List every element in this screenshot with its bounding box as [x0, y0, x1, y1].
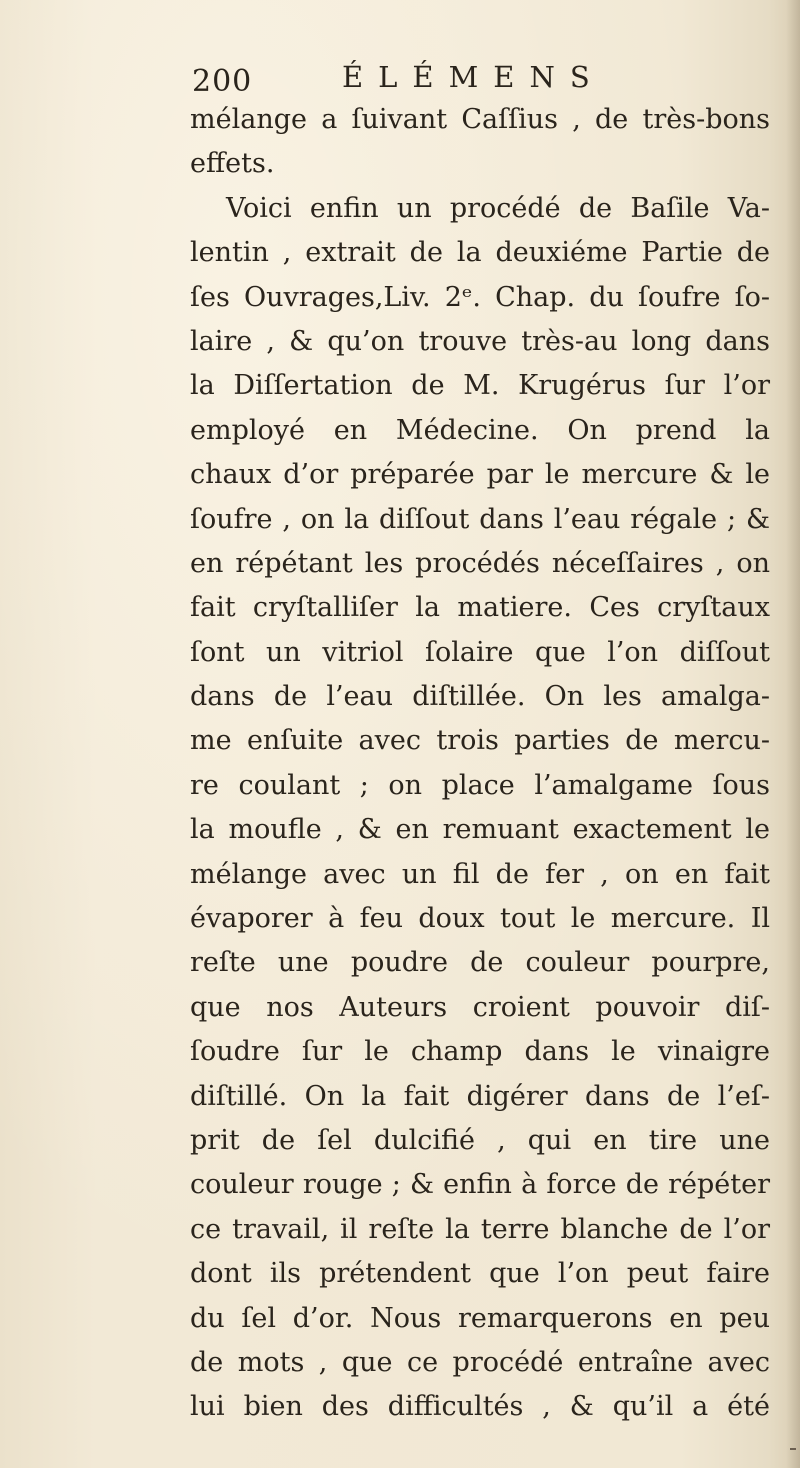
text-line: en répétant les procédés néceſſaires , on [190, 547, 770, 579]
text-line: me enſuite avec trois parties de mercu- [190, 725, 770, 757]
text-line: lui bien des difficultés , & qu’il a été [190, 1391, 770, 1423]
text-line: dont ils prétendent que l’on peut faire [190, 1258, 770, 1290]
text-line: chaux d’or préparée par le mercure & le [190, 459, 770, 491]
text-line: Voici enfin un procédé de Baſile Va- [226, 192, 770, 224]
text-line: ſont un vitriol ſolaire que l’on diſſout [190, 636, 770, 668]
text-line: dans de l’eau diſtillée. On les amalga- [190, 681, 770, 713]
text-line: ſes Ouvrages,Liv. 2ᵉ. Chap. du ſoufre ſo- [190, 281, 770, 313]
text-line: employé en Médecine. On prend la [190, 414, 770, 446]
body-text [190, 98, 770, 1430]
text-line: ſoudre ſur le champ dans le vinaigre [190, 1036, 770, 1068]
page-header [192, 60, 622, 100]
text-line: laire , & qu’on trouve très-au long dans [190, 325, 770, 357]
text-line: diſtillé. On la fait digérer dans de l’eſ- [190, 1080, 770, 1112]
text-line: couleur rouge ; & enfin à force de répéter [190, 1169, 770, 1201]
text-line: évaporer à feu doux tout le mercure. Il [190, 903, 770, 935]
text-line: ce travail, il reſte la terre blanche de l’or [190, 1213, 770, 1245]
text-line: re coulant ; on place l’amalgame ſous [190, 769, 770, 801]
text-line: prit de ſel dulcifié , qui en tire une [190, 1124, 770, 1156]
text-line: ſoufre , on la diſſout dans l’eau régale ; & [190, 503, 770, 535]
text-line: de mots , que ce procédé entraîne avec [190, 1346, 770, 1378]
page-edge-shadow [786, 0, 800, 1468]
text-line: mélange a ſuivant Caſſius , de très-bons [190, 104, 770, 135]
margin-dash [790, 1448, 796, 1450]
text-line: fait cryſtalliſer la matiere. Ces cryſtaux [190, 592, 770, 624]
text-line: reſte une poudre de couleur pourpre, [190, 947, 770, 979]
text-line: effets. [190, 148, 275, 180]
text-line: lentin , extrait de la deuxiéme Partie de [190, 237, 770, 269]
text-line: la moufle , & en remuant exactement le [190, 814, 770, 846]
running-title: ÉLÉMENS [342, 60, 605, 94]
text-line: que nos Auteurs croient pouvoir diſ- [190, 991, 770, 1023]
page-number: 200 [192, 64, 253, 99]
text-line: la Diſſertation de M. Krugérus ſur l’or [190, 370, 770, 402]
text-line: du ſel d’or. Nous remarquerons en peu [190, 1302, 770, 1334]
text-line: mélange avec un fil de fer , on en fait [190, 858, 770, 890]
